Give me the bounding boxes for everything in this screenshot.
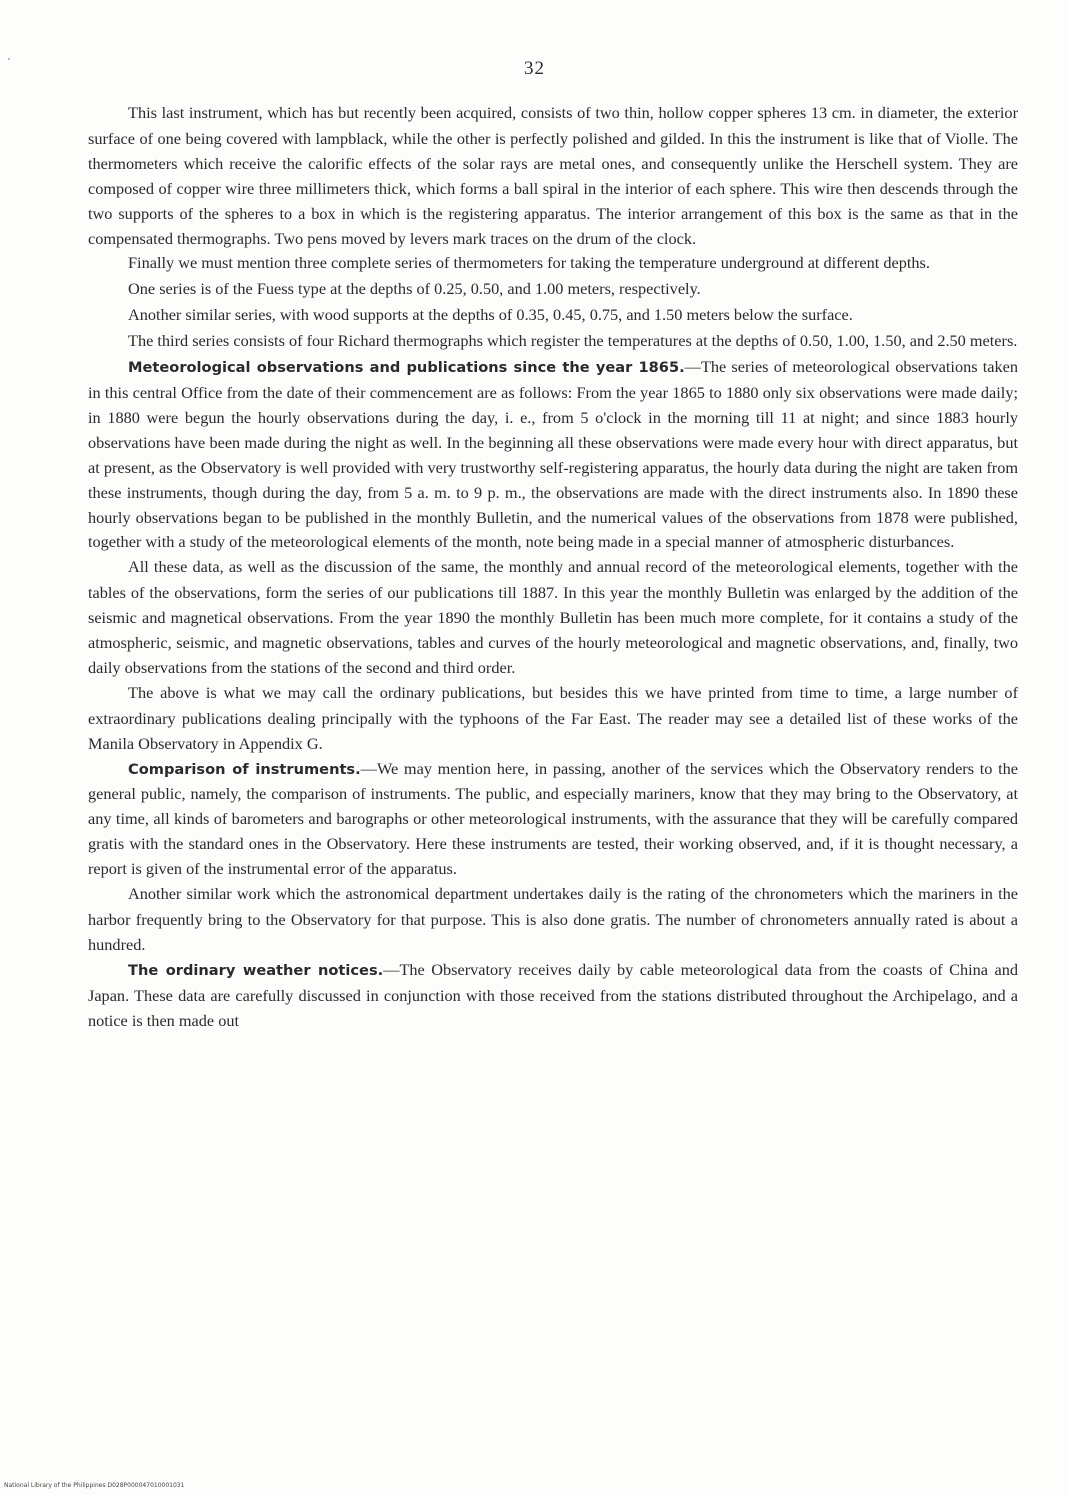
paragraph-text: All these data, as well as the discussion of the same, the monthly and annual record of the meteorological elements, together with the tables of the observations, form the series of our publications till 1887. In this year the monthly Bulletin was enlarged by the addition of the seismic and magnetical observations. From the year 1890 the monthly Bulletin has been much more complete, for it contains a study of the atmospheric, seismic, and magnetic observations, tables and curves of the hourly meteorological and magnetic observations, and, finally, two daily observations from the stations of the second and third order.	[88, 557, 1018, 677]
paragraph-publications	[88, 555, 1018, 681]
paragraph-text: Another similar series, with wood supports at the depths of 0.35, 0.45, 0.75, and 1.50 meters below the surface.	[128, 305, 853, 325]
paragraph-text: —The series of meteorological observations taken in this central Office from the date of their commencement are as follows: From the year 1865 to 1880 only six observations were made daily; in 1880 were begun the hourly observations during the day, i. e., from 5 o'clock in the morning till 11 at night; and since 1883 hourly observations have been made during the night as well. In the beginning all these observations were made every hour with direct apparatus, but at present, as the Observatory is well provided with very trustworthy self-registering apparatus, the hourly data during the night are taken from these instruments, though during the day, from 5 a. m. to 9 p. m., the observations are made with the direct instruments also. In 1890 these hourly observations began to be published in the monthly Bulletin, and the numerical values of the observations from 1878 were published, together with a study of the meteorological elements of the month, note being made in a special manner of atmospheric disturbances.	[88, 357, 1019, 552]
paragraph-text: —We may mention here, in passing, another of the services which the Observatory renders to the general public, namely, the comparison of instruments. The public, and especially mariners, know that they may bring to the Observatory, at any time, all kinds of barometers and barographs or other meteorological instruments, with the assurance that they will be carefully compared gratis with the standard ones in the Observatory. Here these instruments are tested, their working observed, and, if it is thought necessary, a report is given of the instrumental error of the apparatus.	[88, 758, 1019, 879]
library-footer: National Library of the Philippines D028P000047010001031	[4, 1482, 185, 1489]
section-heading-comparison: Comparison of instruments.	[128, 760, 361, 778]
paragraph-text: Finally we must mention three complete series of thermometers for taking the temperature underground at different depths.	[128, 253, 930, 273]
page-number: 32	[524, 58, 545, 79]
paragraph-text: One series is of the Fuess type at the depths of 0.25, 0.50, and 1.00 meters, respectively.	[128, 279, 701, 299]
paragraph-solar-instrument	[88, 101, 1018, 251]
body-text	[88, 101, 1018, 1034]
paragraph-text: —The Observatory receives daily by cable meteorological data from the coasts of China and Japan. These data are carefully discussed in conjunction with those received from the stations distributed throughout the Archipelago, and a notice is then made out	[88, 959, 1018, 1030]
paragraph-text: The third series consists of four Richard thermographs which register the temperatures at the depths of 0.50, 1.00, 1.50, and 2.50 meters.	[128, 331, 1018, 351]
paragraph-text: Another similar work which the astronomical department undertakes daily is the rating of the chronometers which the mariners in the harbor frequently bring to the Observatory for that purpose. This is also done gratis. The number of chronometers annually rated is about a hundred.	[88, 884, 1018, 954]
paragraph-meteorological-observations	[88, 355, 1018, 555]
section-heading-weather-notices: The ordinary weather notices.	[128, 961, 384, 979]
paragraph-text: This last instrument, which has but recently been acquired, consists of two thin, hollow copper spheres 13 cm. in diameter, the exterior surface of one being covered with lampblack, while the other is perfectly polished and gilded. In this the instrument is like that of Violle. The thermometers which receive the calorific effects of the solar rays are metal ones, and consequently unlike the Herschell system. They are composed of copper wire three millimeters thick, which forms a ball spiral in the interior of each sphere. This wire then descends through the two supports of the spheres to a box in which is the registering apparatus. The interior arrangement of this box is the same as that in the compensated thermographs. Two pens moved by levers mark traces on the drum of the clock.	[88, 103, 1018, 248]
paragraph-chronometers	[88, 882, 1018, 958]
paragraph-fuess-series	[88, 277, 1018, 303]
paragraph-underground-series	[88, 251, 1018, 277]
paragraph-text: The above is what we may call the ordinary publications, but besides this we have printed from time to time, a large number of extraordinary publications dealing principally with the typhoons of the Far East. The reader may see a detailed list of these works of the Manila Observatory in Appendix G.	[88, 682, 1018, 753]
paragraph-weather-notices	[88, 958, 1018, 1034]
section-heading-meteorological: Meteorological observations and publications since the year 1865.	[128, 359, 685, 377]
paragraph-extraordinary-publications	[88, 681, 1018, 757]
paragraph-wood-series	[88, 303, 1018, 329]
paragraph-comparison-of-instruments	[88, 757, 1018, 883]
paragraph-richard-series	[88, 329, 1018, 355]
